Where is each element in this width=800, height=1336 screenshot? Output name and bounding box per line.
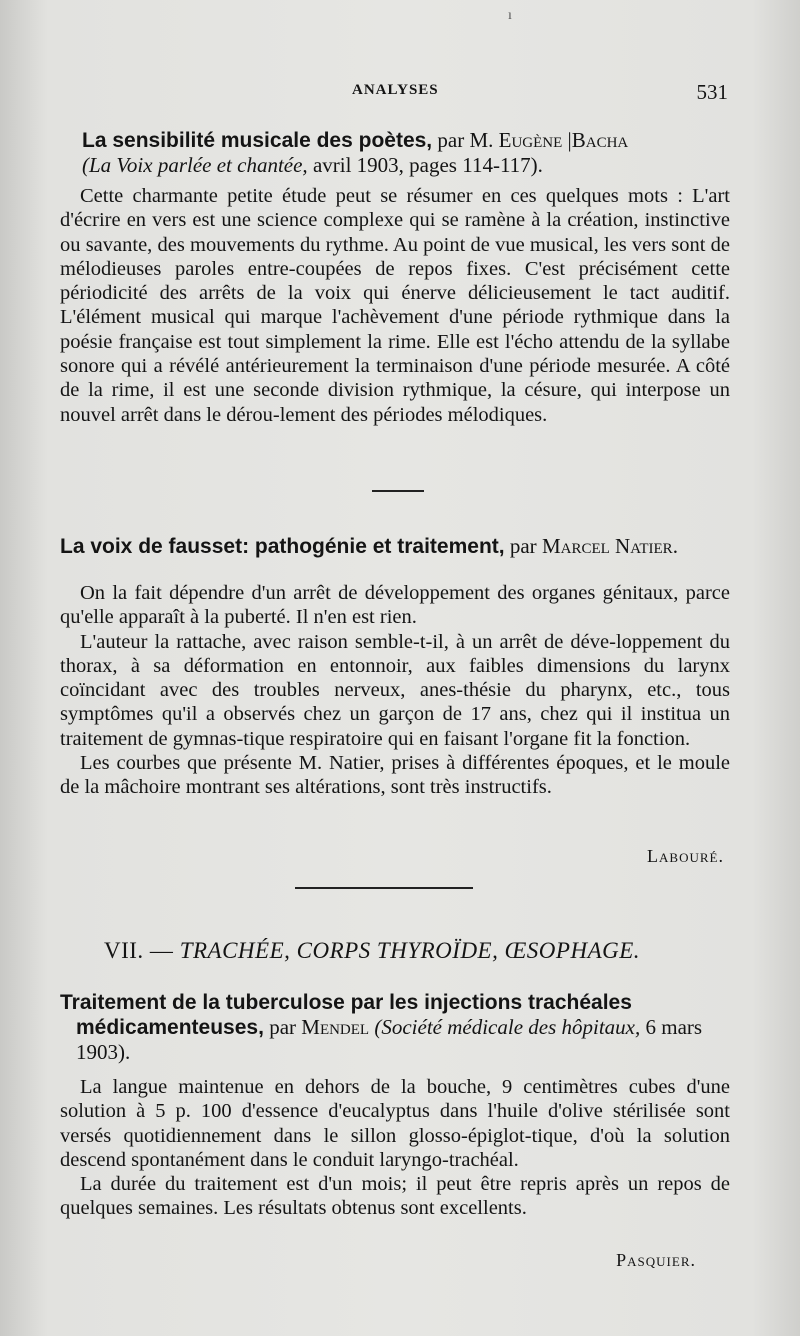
- article-author: Marcel Natier.: [541, 534, 678, 558]
- article-source: (La Voix parlée et chantée, avril 1903, pages 114-117).: [82, 153, 543, 177]
- section-heading: [104, 938, 640, 964]
- article-falsetto-voice: [60, 534, 730, 800]
- signature: Pasquier.: [616, 1250, 696, 1270]
- article-paragraph: Les courbes que présente M. Natier, prises à différentes époques, et le moule de la mâchoire montrant ses altérations, sont très instructifs.: [60, 752, 730, 799]
- section-number: VII. —: [104, 938, 180, 963]
- article-author: Eugène |Bacha: [498, 128, 629, 152]
- article-title-line: Traitement de la tuberculose par les injections trachéales médicamenteuses, par Mendel (Société médicale des hôpitaux, 6 mars 1903).: [60, 991, 703, 1064]
- separator-rule: [295, 887, 473, 889]
- article-title: Traitement de la tuberculose par les injections trachéales médicamenteuses,: [60, 991, 632, 1039]
- article-paragraph: La durée du traitement est d'un mois; il peut être repris après un repos de quelques semaines. Les résultats obtenus sont excellents.: [60, 1173, 730, 1220]
- article-source: (Société médicale des hôpitaux,: [369, 1015, 641, 1039]
- article-author: Mendel: [301, 1015, 370, 1039]
- article-title-line: La sensibilité musicale des poètes, par M. Eugène |Bacha: [82, 128, 629, 152]
- article-title-line: La voix de fausset: pathogénie et traitement, par Marcel Natier.: [60, 534, 678, 558]
- article-paragraph: La langue maintenue en dehors de la bouche, 9 centimètres cubes d'une solution à 5 p. 100 d'essence d'eucalyptus dans l'huile d'olive stérilisée sont versés quotidiennement dans le sillon glosso-épiglot-tique, d'où la solution descend spontanément dans le conduit laryngo-trachéal.: [60, 1076, 730, 1171]
- separator-rule: [372, 490, 424, 492]
- article-paragraph: L'auteur la rattache, avec raison semble-t-il, à un arrêt de déve-loppement du thorax, à sa déformation en entonnoir, aux faibles dimensions du larynx coïncidant avec des troubles nerveux, anes-thésie du pharynx, etc., tous symptômes qu'il a observés chez un garçon de 17 ans, chez qui il institua un traitement de gymnas-tique respiratoire qui en faisant l'organe fit la fonction.: [60, 630, 730, 750]
- article-body: Cette charmante petite étude peut se résumer en ces quelques mots : L'art d'écrire en vers est une science complexe qui se ramène à la création, instinctive ou savante, des mouvements du rythme. Au point de vue musical, les vers sont de mélodieuses paroles entre-coupées de repos fixes. C'est précisément cette périodicité des arrêts de la voix qui énerve délicieusement le tact auditif. L'élément musical qui marque l'achèvement d'une période rythmique dans la poésie française est tout simplement la rime. Elle est l'écho attendu de la syllabe sonore qui a révélé antérieurement la terminaison d'une période mesurée. A côté de la rime, il est une seconde division rythmique, la césure, qui interpose un nouvel arrêt dans le dérou-lement des périodes mélodiques.: [60, 185, 730, 426]
- article-date: 6 mars 1903).: [76, 1015, 703, 1064]
- section-title: TRACHÉE, CORPS THYROÏDE, ŒSOPHAGE.: [179, 938, 641, 963]
- article-tuberculosis-treatment: [60, 990, 730, 1221]
- article-paragraph: On la fait dépendre d'un arrêt de développement des organes génitaux, parce qu'elle apparaît à la puberté. Il n'en est rien.: [60, 582, 730, 629]
- article-title: La sensibilité musicale des poètes,: [82, 129, 433, 152]
- running-head-title: ANALYSES: [352, 82, 439, 98]
- page-number: 531: [696, 80, 728, 104]
- article-title: La voix de fausset: pathogénie et traitement,: [60, 535, 505, 558]
- running-head: [0, 82, 800, 108]
- article-musical-sensibility: [60, 128, 730, 427]
- signature: Labouré.: [647, 846, 724, 866]
- page-mark: ı: [508, 8, 512, 23]
